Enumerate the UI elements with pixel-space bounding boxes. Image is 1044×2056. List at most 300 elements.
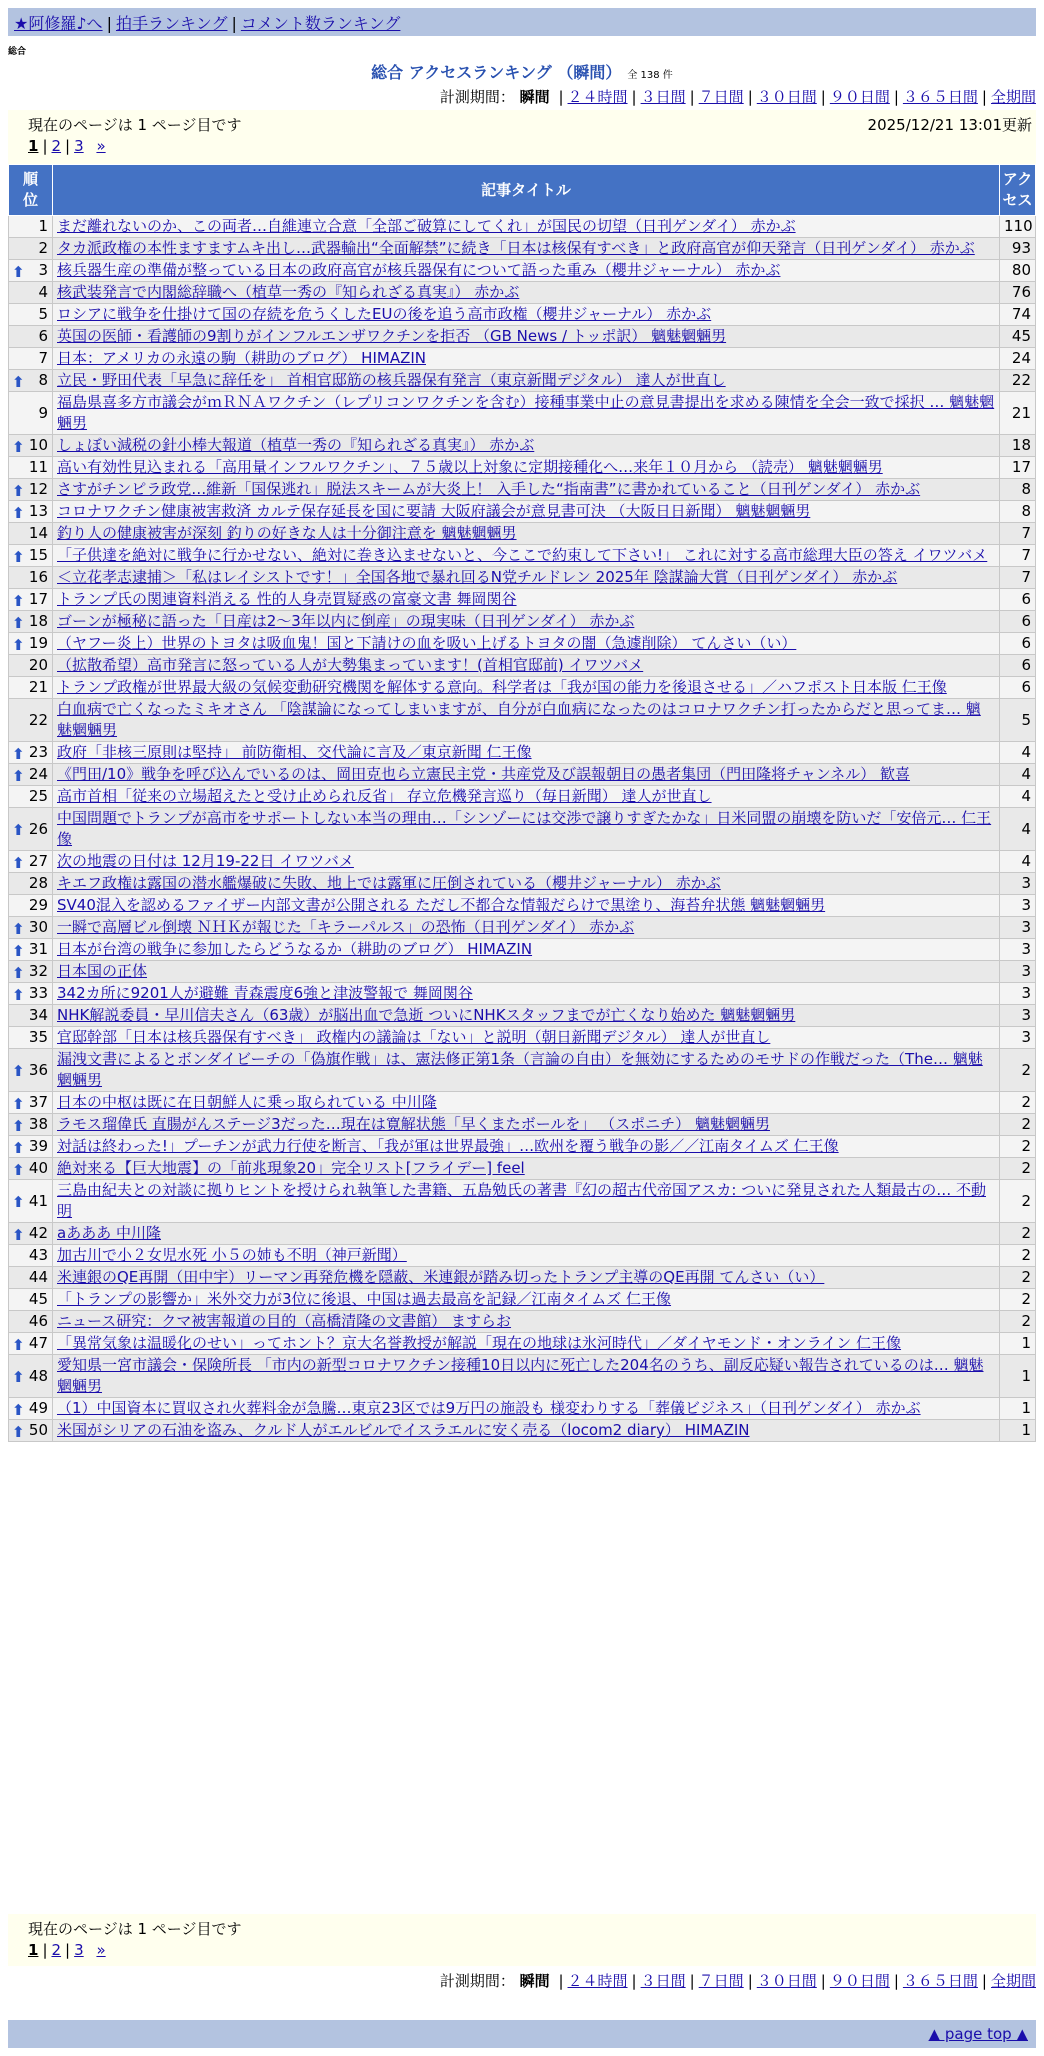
title-cell xyxy=(53,633,1000,655)
rank-number: 17 xyxy=(28,590,48,608)
table-row xyxy=(9,479,1036,501)
access-count: 80 xyxy=(1000,260,1036,282)
period-link[interactable]: ７日間 xyxy=(698,88,744,106)
bottom-bar xyxy=(8,2020,1036,2048)
col-header-rank: 順位 xyxy=(9,165,53,216)
article-link[interactable]: 日本の中枢は既に在日朝鮮人に乗っ取られている 中川隆 xyxy=(57,1093,437,1111)
page-info-bottom xyxy=(8,1914,1036,1966)
title-cell xyxy=(53,326,1000,348)
access-count: 18 xyxy=(1000,435,1036,457)
rank-cell xyxy=(9,457,53,479)
access-count: 6 xyxy=(1000,633,1036,655)
title-cell xyxy=(53,523,1000,545)
table-row xyxy=(9,523,1036,545)
article-link[interactable]: 一瞬で高層ビル倒壊 ＮＨＫが報じた「キラーパルス」の恐怖（日刊ゲンダイ） 赤かぶ xyxy=(57,918,635,936)
title-cell xyxy=(53,851,1000,873)
period-separator: | xyxy=(747,88,753,106)
period-separator: | xyxy=(558,1972,564,1990)
access-count: 4 xyxy=(1000,851,1036,873)
period-link[interactable]: ３日間 xyxy=(640,1972,686,1990)
article-link[interactable]: 日本が台湾の戦争に参加したらどうなるか（耕助のブログ） HIMAZIN xyxy=(57,940,533,958)
rank-number: 7 xyxy=(38,349,48,367)
article-link[interactable]: 342カ所に9201人が避難 青森震度6強と津波警報で 舞岡関谷 xyxy=(57,984,473,1002)
article-link[interactable]: 政府「非核三原則は堅持」 前防衛相、交代論に言及／東京新聞 仁王像 xyxy=(57,743,532,761)
access-count: 3 xyxy=(1000,895,1036,917)
table-row xyxy=(9,392,1036,435)
access-count: 2 xyxy=(1000,1114,1036,1136)
rank-cell xyxy=(9,917,53,939)
article-link[interactable]: 次の地震の日付は 12月19-22日 イワツバメ xyxy=(57,852,354,870)
table-row xyxy=(9,326,1036,348)
article-link[interactable]: 漏洩文書によるとボンダイビーチの「偽旗作戦」は、憲法修正第1条（言論の自由）を無効にするためのモサドの作戦だった（The… 魑魅魍魎男 xyxy=(57,1050,983,1089)
access-count: 3 xyxy=(1000,1027,1036,1049)
item-count: 全 138 件 xyxy=(627,70,673,81)
rank-number: 22 xyxy=(28,710,48,729)
nav-separator: | xyxy=(231,14,237,33)
table-row xyxy=(9,1289,1036,1311)
period-label: 計測期間： xyxy=(439,1972,515,1990)
rank-up-arrow-icon: ⬆ xyxy=(12,613,25,632)
period-link[interactable]: ３０日間 xyxy=(756,1972,817,1990)
access-count: 1 xyxy=(1000,1398,1036,1420)
rank-number: 21 xyxy=(28,678,48,696)
next-page-link[interactable]: » xyxy=(96,137,106,155)
rank-up-arrow-icon: ⬆ xyxy=(12,744,25,763)
access-count: 22 xyxy=(1000,370,1036,392)
article-link[interactable]: 「子供達を絶対に戦争に行かせない、絶対に巻き込ませないと、今ここで約束して下さい!」 これに対する高市総理大臣の答え イワツバメ xyxy=(57,546,988,564)
title-cell xyxy=(53,699,1000,742)
period-separator: | xyxy=(893,1972,899,1990)
article-link[interactable]: 「トランプの影響か」米外交力が3位に後退、中国は過去最高を記録／江南タイムズ 仁王像 xyxy=(57,1290,672,1308)
rank-cell xyxy=(9,1355,53,1398)
category-label: 総合 xyxy=(8,47,27,57)
access-count: 3 xyxy=(1000,917,1036,939)
rank-cell xyxy=(9,742,53,764)
title-cell xyxy=(53,1355,1000,1398)
period-links xyxy=(554,1972,1036,1990)
access-count: 45 xyxy=(1000,326,1036,348)
home-link[interactable]: ★阿修羅♪へ xyxy=(14,14,103,33)
table-row xyxy=(9,655,1036,677)
article-link[interactable]: 白血病で亡くなったミキオさん 「陰謀論になってしまいますが、自分が白血病になったのはコロナワクチン打ったからだと思ってま… 魑魅魍魎男 xyxy=(57,700,981,739)
article-link[interactable]: ＜立花孝志逮捕＞「私はレイシストです！」全国各地で暴れ回るN党チルドレン 2025年 陰謀論大賞（日刊ゲンダイ） 赤かぶ xyxy=(57,568,898,586)
period-separator: | xyxy=(747,1972,753,1990)
table-row xyxy=(9,1245,1036,1267)
access-count: 3 xyxy=(1000,1005,1036,1027)
rank-number: 33 xyxy=(28,984,48,1002)
rank-up-arrow-icon: ⬆ xyxy=(12,635,25,654)
comment-ranking-link[interactable]: コメント数ランキング xyxy=(240,14,401,33)
rank-cell xyxy=(9,370,53,392)
title-cell xyxy=(53,742,1000,764)
rank-cell xyxy=(9,1333,53,1355)
page-title xyxy=(0,60,1044,83)
article-link[interactable]: 愛知県一宮市議会・保険所長 「市内の新型コロナワクチン接種10日以内に死亡した204名のうち、副反応疑い報告されているのは… 魑魅魍魎男 xyxy=(57,1356,984,1395)
rank-number: 31 xyxy=(28,940,48,958)
period-label: 計測期間： xyxy=(439,88,515,106)
period-separator: | xyxy=(558,88,564,106)
article-link[interactable]: （拡散希望）高市発言に怒っている人が大勢集まっています！(首相官邸前) イワツバメ xyxy=(57,656,644,674)
article-link[interactable]: 釣り人の健康被害が深刻 釣りの好きな人は十分御注意を 魑魅魍魎男 xyxy=(57,524,517,542)
article-link[interactable]: NHK解説委員・早川信夫さん（63歳）が脳出血で急逝 ついにNHKスタッフまでが亡くなり始めた 魑魅魍魎男 xyxy=(57,1006,796,1024)
article-link[interactable]: aあああ 中川隆 xyxy=(57,1224,161,1242)
rank-up-arrow-icon: ⬆ xyxy=(12,919,25,938)
ranking-body xyxy=(9,216,1036,1442)
rank-up-arrow-icon: ⬆ xyxy=(12,547,25,566)
table-row xyxy=(9,742,1036,764)
rank-cell xyxy=(9,282,53,304)
rank-cell xyxy=(9,1049,53,1092)
table-row xyxy=(9,1333,1036,1355)
title-cell xyxy=(53,873,1000,895)
access-count: 74 xyxy=(1000,304,1036,326)
table-row xyxy=(9,435,1036,457)
rank-cell xyxy=(9,1092,53,1114)
period-link[interactable]: ２４時間 xyxy=(567,88,628,106)
top-nav-bar xyxy=(8,8,1036,36)
table-row xyxy=(9,983,1036,1005)
period-selector-top xyxy=(440,86,1036,107)
article-link[interactable]: まだ離れないのか、この両者…自維連立合意「全部ご破算にしてくれ」が国民の切望（日刊ゲンダイ） 赤かぶ xyxy=(57,217,796,235)
table-row xyxy=(9,1005,1036,1027)
rank-cell xyxy=(9,304,53,326)
rank-up-arrow-icon: ⬆ xyxy=(12,1138,25,1157)
col-header-title: 記事タイトル xyxy=(53,165,1000,216)
rank-number: 39 xyxy=(28,1137,48,1155)
rank-number: 18 xyxy=(28,612,48,630)
period-separator: | xyxy=(981,88,987,106)
rank-cell xyxy=(9,260,53,282)
title-cell xyxy=(53,479,1000,501)
table-row xyxy=(9,1398,1036,1420)
period-link[interactable]: ３６５日間 xyxy=(902,88,978,106)
access-count: 5 xyxy=(1000,699,1036,742)
rank-cell xyxy=(9,326,53,348)
table-row xyxy=(9,851,1036,873)
table-row xyxy=(9,1027,1036,1049)
table-row xyxy=(9,764,1036,786)
period-link[interactable]: ９０日間 xyxy=(829,88,890,106)
rank-cell xyxy=(9,348,53,370)
rank-number: 41 xyxy=(28,1191,48,1210)
page-2-link[interactable]: 2 xyxy=(51,137,62,155)
period-link[interactable]: 全期間 xyxy=(990,1972,1036,1990)
rank-number: 20 xyxy=(28,656,48,674)
period-link[interactable]: 全期間 xyxy=(990,88,1036,106)
period-link[interactable]: ７日間 xyxy=(698,1972,744,1990)
rank-number: 38 xyxy=(28,1115,48,1133)
access-count: 4 xyxy=(1000,764,1036,786)
title-cell xyxy=(53,1092,1000,1114)
table-row xyxy=(9,567,1036,589)
title-cell xyxy=(53,1333,1000,1355)
table-row xyxy=(9,1158,1036,1180)
rank-number: 24 xyxy=(28,765,48,783)
rank-number: 37 xyxy=(28,1093,48,1111)
article-link[interactable]: 核武装発言で内閣総辞職へ（植草一秀の『知られざる真実』） 赤かぶ xyxy=(57,283,520,301)
title-cell xyxy=(53,348,1000,370)
page-info-top xyxy=(8,110,1036,164)
table-row xyxy=(9,260,1036,282)
rank-cell xyxy=(9,1223,53,1245)
period-links xyxy=(554,88,1036,106)
article-link[interactable]: 《門田/10》戦争を呼び込んでいるのは、岡田克也ら立憲民主党・共産党及び誤報朝日の愚者集団（門田隆将チャンネル） 歓喜 xyxy=(57,765,911,783)
article-link[interactable]: （ヤフー炎上）世界のトヨタは吸血鬼！国と下請けの血を吸い上げるトヨタの闇（急遽削除） てんさい（い） xyxy=(57,634,797,652)
rank-cell xyxy=(9,1005,53,1027)
period-separator: | xyxy=(631,1972,637,1990)
period-link[interactable]: ２４時間 xyxy=(567,1972,628,1990)
page-3-link[interactable]: 3 xyxy=(74,137,84,155)
article-link[interactable]: 「異常気象は温暖化のせい」ってホント？京大名誉教授が解説「現在の地球は氷河時代」／ダイヤモンド・オンライン 仁王像 xyxy=(57,1334,902,1352)
table-row xyxy=(9,786,1036,808)
article-link[interactable]: 高市首相「従来の立場超えたと受け止められ反省」 存立危機発言巡り（毎日新聞） 達人が世直し xyxy=(57,787,712,805)
article-link[interactable]: （1）中国資本に買収され火葬料金が急騰…東京23区では9万円の施設も 様変わりする「葬儀ビジネス」（日刊ゲンダイ） 赤かぶ xyxy=(57,1399,921,1417)
title-cell xyxy=(53,983,1000,1005)
table-row xyxy=(9,501,1036,523)
rank-cell xyxy=(9,1420,53,1442)
period-current: 瞬間 xyxy=(519,88,550,106)
updated-timestamp: 2025/12/21 13:01更新 xyxy=(867,116,1032,134)
rank-cell xyxy=(9,1180,53,1223)
table-row xyxy=(9,961,1036,983)
article-link[interactable]: 立民・野田代表「早急に辞任を」 首相官邸筋の核兵器保有発言（東京新聞デジタル） 達人が世直し xyxy=(57,371,726,389)
rank-cell xyxy=(9,764,53,786)
table-row xyxy=(9,1311,1036,1333)
table-row xyxy=(9,633,1036,655)
article-link[interactable]: さすがチンピラ政党…維新「国保逃れ」脱法スキームが大炎上！ 入手した“指南書”に書かれていること（日刊ゲンダイ） 赤かぶ xyxy=(57,480,921,498)
page-info-text: 現在のページは 1 ページ目です xyxy=(28,116,242,134)
rank-number: 2 xyxy=(38,239,48,257)
rank-number: 36 xyxy=(28,1060,48,1079)
rank-cell xyxy=(9,611,53,633)
article-link[interactable]: トランプ氏の関連資料消える 性的人身売買疑惑の富豪文書 舞岡関谷 xyxy=(57,590,517,608)
access-count: 2 xyxy=(1000,1049,1036,1092)
rank-cell xyxy=(9,677,53,699)
article-link[interactable]: タカ派政権の本性ますますムキ出し…武器輸出“全面解禁”に続き「日本は核保有すべき」と政府高官が仰天発言（日刊ゲンダイ） 赤かぶ xyxy=(57,239,975,257)
period-separator: | xyxy=(981,1972,987,1990)
rank-number: 5 xyxy=(38,305,48,323)
clap-ranking-link[interactable]: 拍手ランキング xyxy=(115,14,228,33)
rank-cell xyxy=(9,1398,53,1420)
page-2-link[interactable]: 2 xyxy=(51,1941,62,1959)
rank-number: 27 xyxy=(28,852,48,870)
current-page: 1 xyxy=(28,1941,39,1959)
article-link[interactable]: 中国問題でトランプが高市をサポートしない本当の理由…「シンゾーには交渉で譲りすぎたかな」日米同盟の崩壊を防いだ「安倍元… 仁王像 xyxy=(57,809,992,848)
article-link[interactable]: 高い有効性見込まれる「高用量インフルワクチン」、７５歳以上対象に定期接種化へ…来年１０月から （読売） 魑魅魍魎男 xyxy=(57,458,883,476)
title-cell xyxy=(53,567,1000,589)
access-count: 8 xyxy=(1000,501,1036,523)
article-link[interactable]: 日本国の正体 xyxy=(57,962,148,980)
rank-number: 23 xyxy=(28,743,48,761)
access-count: 3 xyxy=(1000,873,1036,895)
title-cell xyxy=(53,282,1000,304)
article-link[interactable]: トランプ政権が世界最大級の気候変動研究機関を解体する意向。科学者は「我が国の能力を後退させる」／ハフポスト日本版 仁王像 xyxy=(57,678,947,696)
table-row xyxy=(9,1114,1036,1136)
table-row xyxy=(9,1049,1036,1092)
page-info-text: 現在のページは 1 ページ目です xyxy=(28,1920,242,1938)
access-count: 2 xyxy=(1000,1245,1036,1267)
rank-cell xyxy=(9,501,53,523)
period-link[interactable]: ３６５日間 xyxy=(902,1972,978,1990)
table-row xyxy=(9,457,1036,479)
article-link[interactable]: ラモス瑠偉氏 直腸がんステージ3だった…現在は寛解状態「早くまたボールを」 （スポニチ） 魑魅魍魎男 xyxy=(57,1115,770,1133)
rank-up-arrow-icon: ⬆ xyxy=(12,1160,25,1179)
rank-number: 50 xyxy=(28,1421,48,1439)
table-row xyxy=(9,216,1036,238)
article-link[interactable]: ロシアに戦争を仕掛けて国の存続を危うくしたEUの後を追う高市政権（櫻井ジャーナル） 赤かぶ xyxy=(57,305,712,323)
rank-up-arrow-icon: ⬆ xyxy=(12,941,25,960)
period-current: 瞬間 xyxy=(519,1972,550,1990)
rank-number: 19 xyxy=(28,634,48,652)
rank-number: 13 xyxy=(28,502,48,520)
access-count: 3 xyxy=(1000,983,1036,1005)
rank-up-arrow-icon: ⬆ xyxy=(12,853,25,872)
period-separator: | xyxy=(820,88,826,106)
article-link[interactable]: 加古川で小２女児水死 小５の姉も不明（神戸新聞） xyxy=(57,1246,407,1264)
nav-separator: | xyxy=(106,14,112,33)
title-cell xyxy=(53,808,1000,851)
access-count: 8 xyxy=(1000,479,1036,501)
rank-number: 48 xyxy=(28,1366,48,1385)
table-row xyxy=(9,1223,1036,1245)
article-link[interactable]: 核兵器生産の準備が整っている日本の政府高官が核兵器保有について語った重み（櫻井ジャーナル） 赤かぶ xyxy=(57,261,781,279)
table-row xyxy=(9,699,1036,742)
title-cell xyxy=(53,917,1000,939)
access-count: 2 xyxy=(1000,1092,1036,1114)
access-count: 2 xyxy=(1000,1311,1036,1333)
article-link[interactable]: 米国がシリアの石油を盗み、クルド人がエルビルでイスラエルに安く売る（locom2 diary） HIMAZIN xyxy=(57,1421,750,1439)
rank-cell xyxy=(9,589,53,611)
rank-cell xyxy=(9,435,53,457)
access-count: 2 xyxy=(1000,1136,1036,1158)
rank-number: 14 xyxy=(28,524,48,542)
rank-cell xyxy=(9,567,53,589)
title-cell xyxy=(53,961,1000,983)
rank-number: 45 xyxy=(28,1290,48,1308)
rank-number: 9 xyxy=(38,403,48,422)
title-cell xyxy=(53,786,1000,808)
article-link[interactable]: ニュース研究：クマ被害報道の目的（高橋清隆の文書館） ますらお xyxy=(57,1312,512,1330)
title-cell xyxy=(53,304,1000,326)
article-link[interactable]: 絶対来る【巨大地震】の「前兆現象20」完全リスト[フライデー] feel xyxy=(57,1159,525,1177)
table-row xyxy=(9,677,1036,699)
title-cell xyxy=(53,1267,1000,1289)
access-count: 21 xyxy=(1000,392,1036,435)
table-row xyxy=(9,282,1036,304)
article-link[interactable]: 米連銀のQE再開（田中宇）リーマン再発危機を隠蔽、米連銀が踏み切ったトランプ主導のQE再開 てんさい（い） xyxy=(57,1268,825,1286)
rank-cell xyxy=(9,216,53,238)
table-row xyxy=(9,1420,1036,1442)
pagination: 1 | 2 | 3 » xyxy=(28,137,106,155)
period-selector-bottom xyxy=(440,1970,1036,1991)
table-row xyxy=(9,545,1036,567)
rank-cell xyxy=(9,1136,53,1158)
rank-cell xyxy=(9,633,53,655)
rank-up-arrow-icon: ⬆ xyxy=(12,372,25,391)
access-count: 3 xyxy=(1000,961,1036,983)
article-link[interactable]: SV40混入を認めるファイザー内部文書が公開される ただし不都合な情報だらけで黒塗り、海苔弁状態 魑魅魍魎男 xyxy=(57,896,826,914)
access-count: 2 xyxy=(1000,1223,1036,1245)
access-count: 93 xyxy=(1000,238,1036,260)
rank-up-arrow-icon: ⬆ xyxy=(12,262,25,281)
rank-up-arrow-icon: ⬆ xyxy=(12,1422,25,1441)
title-cell xyxy=(53,677,1000,699)
period-separator: | xyxy=(689,1972,695,1990)
title-cell xyxy=(53,655,1000,677)
access-count: 6 xyxy=(1000,655,1036,677)
rank-cell xyxy=(9,1027,53,1049)
rank-cell xyxy=(9,479,53,501)
title-cell xyxy=(53,764,1000,786)
article-link[interactable]: 日本：アメリカの永遠の駒（耕助のブログ） HIMAZIN xyxy=(57,349,426,367)
article-link[interactable]: 福島県喜多方市議会がｍＲＮＡワクチン（レプリコンワクチンを含む）接種事業中止の意見書提出を求める陳情を全会一致で採択 … 魑魅魍魎男 xyxy=(57,393,995,432)
rank-up-arrow-icon: ⬆ xyxy=(12,1116,25,1135)
rank-up-arrow-icon: ⬆ xyxy=(12,821,25,839)
rank-number: 47 xyxy=(28,1334,48,1352)
rank-cell xyxy=(9,851,53,873)
page-3-link[interactable]: 3 xyxy=(74,1941,84,1959)
period-link[interactable]: ３日間 xyxy=(640,88,686,106)
article-link[interactable]: しょぼい減税の針小棒大報道（植草一秀の『知られざる真実』） 赤かぶ xyxy=(57,436,535,454)
period-separator: | xyxy=(631,88,637,106)
rank-up-arrow-icon: ⬆ xyxy=(12,503,25,522)
rank-up-arrow-icon: ⬆ xyxy=(12,1335,25,1354)
title-cell xyxy=(53,1027,1000,1049)
next-page-link[interactable]: » xyxy=(96,1941,106,1959)
article-link[interactable]: キエフ政権は露国の潜水艦爆破に失敗、地上では露軍に圧倒されている（櫻井ジャーナル） 赤かぶ xyxy=(57,874,721,892)
title-cell xyxy=(53,260,1000,282)
rank-number: 12 xyxy=(28,480,48,498)
period-link[interactable]: ３０日間 xyxy=(756,88,817,106)
article-link[interactable]: ゴーンが極秘に語った「日産は2～3年以内に倒産」の現実味（日刊ゲンダイ） 赤かぶ xyxy=(57,612,635,630)
access-count: 4 xyxy=(1000,808,1036,851)
article-link[interactable]: 官邸幹部「日本は核兵器保有すべき」 政権内の議論は「ない」と説明（朝日新聞デジタル） 達人が世直し xyxy=(57,1028,771,1046)
table-row xyxy=(9,1180,1036,1223)
table-row xyxy=(9,895,1036,917)
rank-cell xyxy=(9,961,53,983)
access-count: 24 xyxy=(1000,348,1036,370)
rank-number: 15 xyxy=(28,546,48,564)
rank-cell xyxy=(9,1267,53,1289)
rank-number: 29 xyxy=(28,896,48,914)
rank-number: 42 xyxy=(28,1224,48,1242)
rank-number: 44 xyxy=(28,1268,48,1286)
article-link[interactable]: 三島由紀夫との対談に拠りヒントを授けられ執筆した書籍、五島勉氏の著書『幻の超古代帝国アスカ: ついに発見された人類最古の… 不動明 xyxy=(57,1181,986,1220)
access-count: 6 xyxy=(1000,611,1036,633)
title-cell xyxy=(53,939,1000,961)
article-link[interactable]: 英国の医師・看護師の9割りがインフルエンザワクチンを拒否 （GB News / トッポ訳） 魑魅魍魎男 xyxy=(57,327,727,345)
page-top-link[interactable]: ▲ page top ▲ xyxy=(928,2025,1028,2043)
table-row xyxy=(9,939,1036,961)
title-cell xyxy=(53,1289,1000,1311)
rank-up-arrow-icon: ⬆ xyxy=(12,591,25,610)
period-link[interactable]: ９０日間 xyxy=(829,1972,890,1990)
title-cell xyxy=(53,1223,1000,1245)
rank-cell xyxy=(9,1245,53,1267)
rank-up-arrow-icon: ⬆ xyxy=(12,1062,25,1080)
title-cell xyxy=(53,611,1000,633)
access-count: 4 xyxy=(1000,786,1036,808)
pagination-bottom: 1 | 2 | 3 » xyxy=(28,1941,106,1959)
article-link[interactable]: 対話は終わった!」プーチンが武力行使を断言、「我が軍は世界最強」…欧州を覆う戦争の影／／江南タイムズ 仁王像 xyxy=(57,1137,839,1155)
table-row xyxy=(9,304,1036,326)
article-link[interactable]: コロナワクチン健康被害救済 カルテ保存延長を国に要請 大阪府議会が意見書可決 （大阪日日新聞） 魑魅魍魎男 xyxy=(57,502,811,520)
title-cell xyxy=(53,216,1000,238)
rank-up-arrow-icon: ⬆ xyxy=(12,1094,25,1113)
rank-number: 34 xyxy=(28,1006,48,1024)
rank-number: 25 xyxy=(28,787,48,805)
title-cell xyxy=(53,589,1000,611)
